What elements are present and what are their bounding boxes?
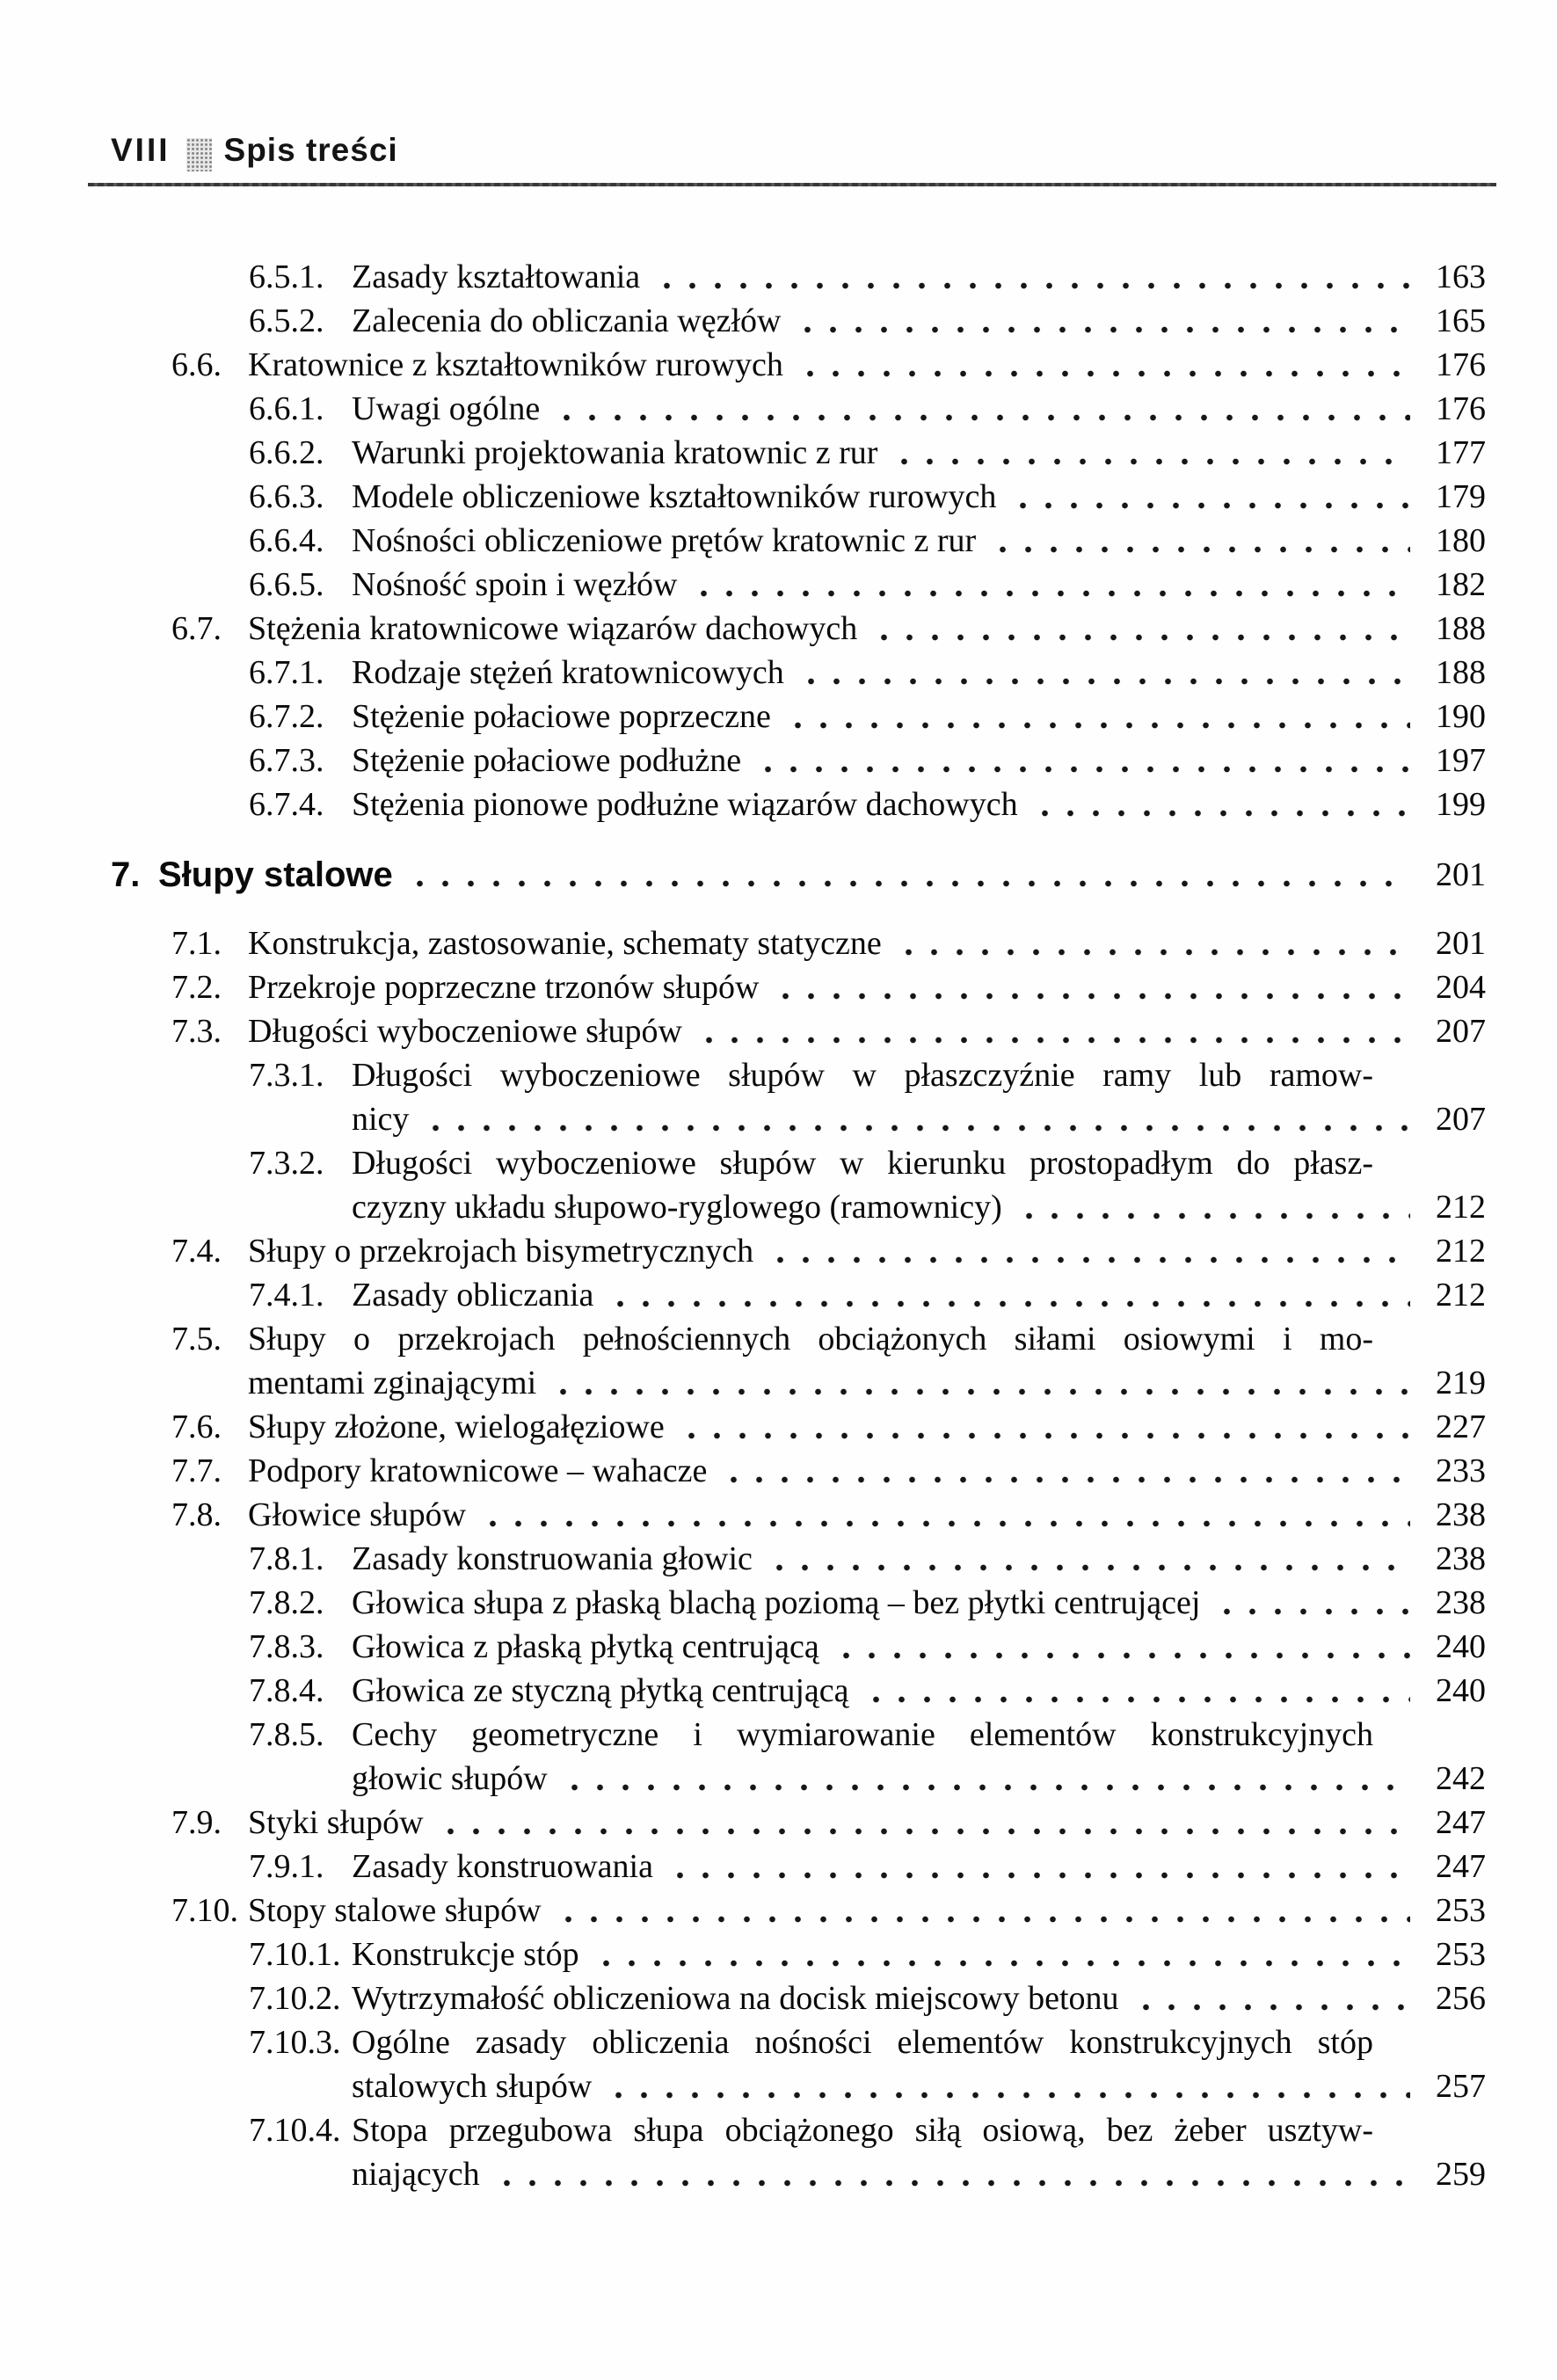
dot-leader (557, 1757, 1410, 1801)
toc-entry (249, 1845, 1486, 1889)
toc-entry-title-line: Konstrukcja, zastosowanie, schematy statyczne (248, 925, 882, 962)
toc-entry-title-line: Stopa przegubowa słupa obciążonego siłą osiową, bez żeber usztyw- (352, 2112, 1373, 2149)
toc-entry-page: 212 (1436, 1189, 1486, 1226)
toc-entry-title-line: Wytrzymałość obliczeniowa na docisk miejscowy betonu (352, 1980, 1119, 2017)
toc-entry-page: 190 (1436, 698, 1486, 735)
toc-entry-page: 227 (1436, 1408, 1486, 1445)
dot-leader (1011, 1185, 1410, 1229)
toc-entry (249, 1976, 1486, 2020)
toc-entry-number: 6.5.1. (249, 258, 324, 295)
toc-entry (249, 651, 1486, 695)
dot-leader (402, 853, 1410, 897)
toc-entry (171, 1009, 1486, 1053)
toc-entry (171, 607, 1486, 651)
toc-entry-page: 240 (1436, 1628, 1486, 1665)
toc-entry-title-line: Zalecenia do obliczania węzłów (352, 302, 782, 339)
toc-entry (249, 1053, 1486, 1141)
dot-leader (1027, 782, 1410, 826)
toc-entry-page: 197 (1436, 742, 1486, 779)
toc-entry-page: 165 (1436, 302, 1486, 339)
toc-entry-number: 6.6. (171, 346, 222, 383)
dot-leader (793, 651, 1410, 695)
toc-entry-number: 7.3.2. (249, 1145, 324, 1182)
toc-entry-number: 7.4.1. (249, 1277, 324, 1314)
toc-entry-number: 7.6. (171, 1408, 222, 1445)
toc-entry-number: 7.10. (171, 1892, 238, 1929)
toc-entry-page: 176 (1436, 346, 1486, 383)
toc-entry-title-line: Przekroje poprzeczne trzonów słupów (248, 969, 760, 1006)
toc-entry-page: 176 (1436, 390, 1486, 427)
toc-entry-title-line: Długości wyboczeniowe słupów w kierunku prostopadłym do płasz- (352, 1145, 1373, 1182)
toc-entry-page: 212 (1436, 1233, 1486, 1270)
toc-entry-title-line: Stężenie połaciowe podłużne (352, 742, 742, 779)
toc-entry-number: 7.9. (171, 1804, 222, 1841)
toc-entry-title-line: Stężenia pionowe podłużne wiązarów dachowych (352, 786, 1018, 823)
toc-entry-number: 7.8. (171, 1496, 222, 1533)
toc-entry-number: 7.8.4. (249, 1672, 324, 1709)
toc-entry-number: 7.10.4. (249, 2112, 341, 2149)
toc-entry-title-line: Zasady konstruowania głowic (352, 1540, 753, 1577)
toc-entry-page: 238 (1436, 1584, 1486, 1621)
toc-entry-page: 177 (1436, 434, 1486, 471)
toc-entry-title-line: stalowych słupów (352, 2068, 593, 2105)
header-title: Spis treści (223, 132, 398, 168)
toc-entry (249, 1581, 1486, 1625)
toc-entry-number: 6.7. (171, 610, 222, 647)
toc-entry (249, 475, 1486, 519)
toc-entry-page: 238 (1436, 1540, 1486, 1577)
toc-entry-title-line: czyzny układu słupowo-ryglowego (ramownicy) (352, 1189, 1002, 1226)
toc-entry (171, 1801, 1486, 1845)
toc-entry (249, 1932, 1486, 1976)
toc-entry-number: 6.5.2. (249, 302, 324, 339)
toc-entry (249, 2020, 1486, 2108)
toc-entry (249, 782, 1486, 826)
toc-entry-title-line: nicy (352, 1101, 410, 1138)
dot-leader (716, 1449, 1410, 1493)
running-header (111, 132, 1491, 169)
toc-entry-title-line: mentami zginającymi (248, 1365, 537, 1401)
toc-entry-title-line: Głowica ze styczną płytką centrującą (352, 1672, 849, 1709)
toc-entry-number: 7.8.5. (249, 1716, 324, 1753)
toc-entry-number: 6.7.1. (249, 654, 324, 691)
toc-entry-number: 7.10.2. (249, 1980, 341, 2017)
toc-entry-page: 188 (1436, 654, 1486, 691)
dot-leader (891, 921, 1410, 965)
toc-entry-number: 6.7.3. (249, 742, 324, 779)
toc-entry (249, 739, 1486, 782)
toc-entry-number: 6.7.4. (249, 786, 324, 823)
toc-entry-page: 240 (1436, 1672, 1486, 1709)
toc-entry-page: 201 (1436, 925, 1486, 962)
toc-entry-number: 7.10.3. (249, 2024, 341, 2061)
toc-entry-title-line: Słupy złożone, wielogałęziowe (248, 1408, 665, 1445)
toc-entry-number: 7.8.1. (249, 1540, 324, 1577)
toc-entry-number: 6.6.5. (249, 566, 324, 603)
toc-entry-page: 253 (1436, 1936, 1486, 1973)
dot-leader (866, 607, 1410, 651)
dot-leader (489, 2152, 1410, 2196)
toc-entry-title-line: Nośność spoin i węzłów (352, 566, 678, 603)
dot-leader (792, 343, 1410, 387)
dot-leader (588, 1932, 1410, 1976)
toc-entry-title-line: Głowica z płaską płytką centrującą (352, 1628, 819, 1665)
toc-entry-number: 6.6.1. (249, 390, 324, 427)
toc-entry-title-line: Głowice słupów (248, 1496, 467, 1533)
toc-entry-number: 6.7.2. (249, 698, 324, 735)
toc-entry (171, 1317, 1486, 1405)
dot-leader (985, 519, 1410, 563)
toc-entry-page: 242 (1436, 1760, 1486, 1797)
dot-leader (549, 387, 1410, 431)
toc-entry (249, 1273, 1486, 1317)
toc-entry-title-line: głowic słupów (352, 1760, 548, 1797)
toc-entry-title-line: Słupy o przekrojach bisymetrycznych (248, 1233, 754, 1270)
toc-entry-title-line: Zasady obliczania (352, 1277, 594, 1314)
toc-entry-title-line: Stopy stalowe słupów (248, 1892, 542, 1929)
toc-entry (249, 387, 1486, 431)
toc-chapter-heading (111, 853, 1486, 897)
toc-entry-title-line: Styki słupów (248, 1804, 424, 1841)
dot-leader (662, 1845, 1410, 1889)
toc-entry (249, 299, 1486, 343)
toc-entry-page: 247 (1436, 1804, 1486, 1841)
toc-entry-number: 7.1. (171, 925, 222, 962)
toc-entry-title-line: Stężenia kratownicowe wiązarów dachowych (248, 610, 858, 647)
halftone-square-ornament (186, 138, 212, 171)
dot-leader (433, 1801, 1410, 1845)
toc-entry-title-line: Warunki projektowania kratownic z rur (352, 434, 878, 471)
toc-entry-page: 188 (1436, 610, 1486, 647)
toc-entry (249, 1669, 1486, 1713)
toc-entry-number: 7.3.1. (249, 1057, 324, 1094)
toc-entry-number: 6.6.3. (249, 478, 324, 515)
dot-leader (545, 1361, 1410, 1405)
toc-entry (249, 695, 1486, 739)
toc-entry-title-line: niających (352, 2156, 480, 2193)
toc-entry-page: 182 (1436, 566, 1486, 603)
header-rule (88, 183, 1496, 186)
toc-entry-title-line: Podpory kratownicowe – wahacze (248, 1452, 708, 1489)
dot-leader (780, 695, 1410, 739)
dot-leader (768, 965, 1410, 1009)
dot-leader (1209, 1581, 1410, 1625)
toc-entry-title-line: Długości wyboczeniowe słupów (248, 1013, 682, 1050)
toc-entry (171, 965, 1486, 1009)
dot-leader (858, 1669, 1411, 1713)
toc-entry-title-line: Słupy o przekrojach pełnościennych obciążonych siłami osiowymi i mo- (248, 1321, 1373, 1357)
header-page-number: VIII (111, 132, 171, 168)
dot-leader (418, 1097, 1410, 1141)
toc-entry-page: 233 (1436, 1452, 1486, 1489)
toc-entry (249, 255, 1486, 299)
dot-leader (750, 739, 1410, 782)
toc-entry-number: 7. (111, 855, 141, 894)
toc-entry-title-line: Ogólne zasady obliczenia nośności elementów konstrukcyjnych stóp (352, 2024, 1373, 2061)
toc-entry (171, 1889, 1486, 1932)
toc-entry-page: 207 (1436, 1101, 1486, 1138)
toc-entry-number: 6.6.4. (249, 522, 324, 559)
dot-leader (762, 1229, 1410, 1273)
toc-entry-number: 7.9.1. (249, 1848, 324, 1885)
toc-entry-page: 256 (1436, 1980, 1486, 2017)
toc-entry-page: 259 (1436, 2156, 1486, 2193)
toc-entry (249, 1141, 1486, 1229)
dot-leader (828, 1625, 1410, 1669)
toc-entry-page: 257 (1436, 2068, 1486, 2105)
dot-leader (789, 299, 1410, 343)
dot-leader (602, 1273, 1410, 1317)
dot-leader (550, 1889, 1410, 1932)
toc-entry-title-line: Stężenie połaciowe poprzeczne (352, 698, 771, 735)
toc-entry-page: 238 (1436, 1496, 1486, 1533)
toc-entry (171, 1493, 1486, 1537)
toc-entry-number: 7.7. (171, 1452, 222, 1489)
toc-entry (249, 1625, 1486, 1669)
toc-entry-number: 7.5. (171, 1321, 222, 1357)
toc-entry-title-line: Kratownice z kształtowników rurowych (248, 346, 783, 383)
toc-entry-page: 212 (1436, 1277, 1486, 1314)
toc-entry (249, 519, 1486, 563)
toc-entry (249, 1713, 1486, 1801)
toc-entry-title-line: Modele obliczeniowe kształtowników rurowych (352, 478, 997, 515)
dot-leader (691, 1009, 1410, 1053)
toc-entry-title-line: Głowica słupa z płaską blachą poziomą – bez płytki centrującej (352, 1584, 1201, 1621)
toc-entry-title-line: Cechy geometryczne i wymiarowanie elementów konstrukcyjnych (352, 1716, 1373, 1753)
toc-entry (249, 431, 1486, 475)
dot-leader (475, 1493, 1410, 1537)
toc-entry (171, 921, 1486, 965)
toc-entry-number: 7.8.3. (249, 1628, 324, 1665)
toc-entry (249, 2108, 1486, 2196)
toc-entry-number: 6.6.2. (249, 434, 324, 471)
toc-entry-number: 7.2. (171, 969, 222, 1006)
toc-entry-page: 201 (1436, 856, 1486, 893)
toc-entry (171, 1229, 1486, 1273)
toc-entry-number: 7.3. (171, 1013, 222, 1050)
toc-entry (171, 1405, 1486, 1449)
toc-entry-page: 199 (1436, 786, 1486, 823)
dot-leader (649, 255, 1410, 299)
toc-entry-number: 7.10.1. (249, 1936, 341, 1973)
dot-leader (686, 563, 1410, 607)
dot-leader (886, 431, 1410, 475)
toc-entry-number: 7.8.2. (249, 1584, 324, 1621)
dot-leader (600, 2064, 1410, 2108)
toc-entry-title-line: Zasady kształtowania (352, 258, 641, 295)
toc-entry-number: 7.4. (171, 1233, 222, 1270)
toc-entry-title-line: Rodzaje stężeń kratownicowych (352, 654, 784, 691)
toc-entry-page: 204 (1436, 969, 1486, 1006)
toc-list (0, 255, 1557, 2196)
toc-entry-page: 180 (1436, 522, 1486, 559)
toc-entry-page: 247 (1436, 1848, 1486, 1885)
dot-leader (761, 1537, 1410, 1581)
toc-entry-page: 219 (1436, 1365, 1486, 1401)
toc-entry-page: 207 (1436, 1013, 1486, 1050)
toc-entry-title-line: Słupy stalowe (158, 855, 393, 894)
toc-entry (249, 1537, 1486, 1581)
dot-leader (1005, 475, 1410, 519)
toc-entry-title-line: Długości wyboczeniowe słupów w płaszczyźnie ramy lub ramow- (352, 1057, 1373, 1094)
toc-entry-title-line: Konstrukcje stóp (352, 1936, 579, 1973)
toc-entry (171, 343, 1486, 387)
toc-entry-title-line: Nośności obliczeniowe prętów kratownic z rur (352, 522, 977, 559)
toc-entry-title-line: Zasady konstruowania (352, 1848, 653, 1885)
dot-leader (673, 1405, 1410, 1449)
dot-leader (1128, 1976, 1410, 2020)
toc-entry-page: 163 (1436, 258, 1486, 295)
toc-entry-page: 253 (1436, 1892, 1486, 1929)
toc-entry-title-line: Uwagi ogólne (352, 390, 541, 427)
toc-entry (249, 563, 1486, 607)
toc-entry (171, 1449, 1486, 1493)
toc-entry-page: 179 (1436, 478, 1486, 515)
